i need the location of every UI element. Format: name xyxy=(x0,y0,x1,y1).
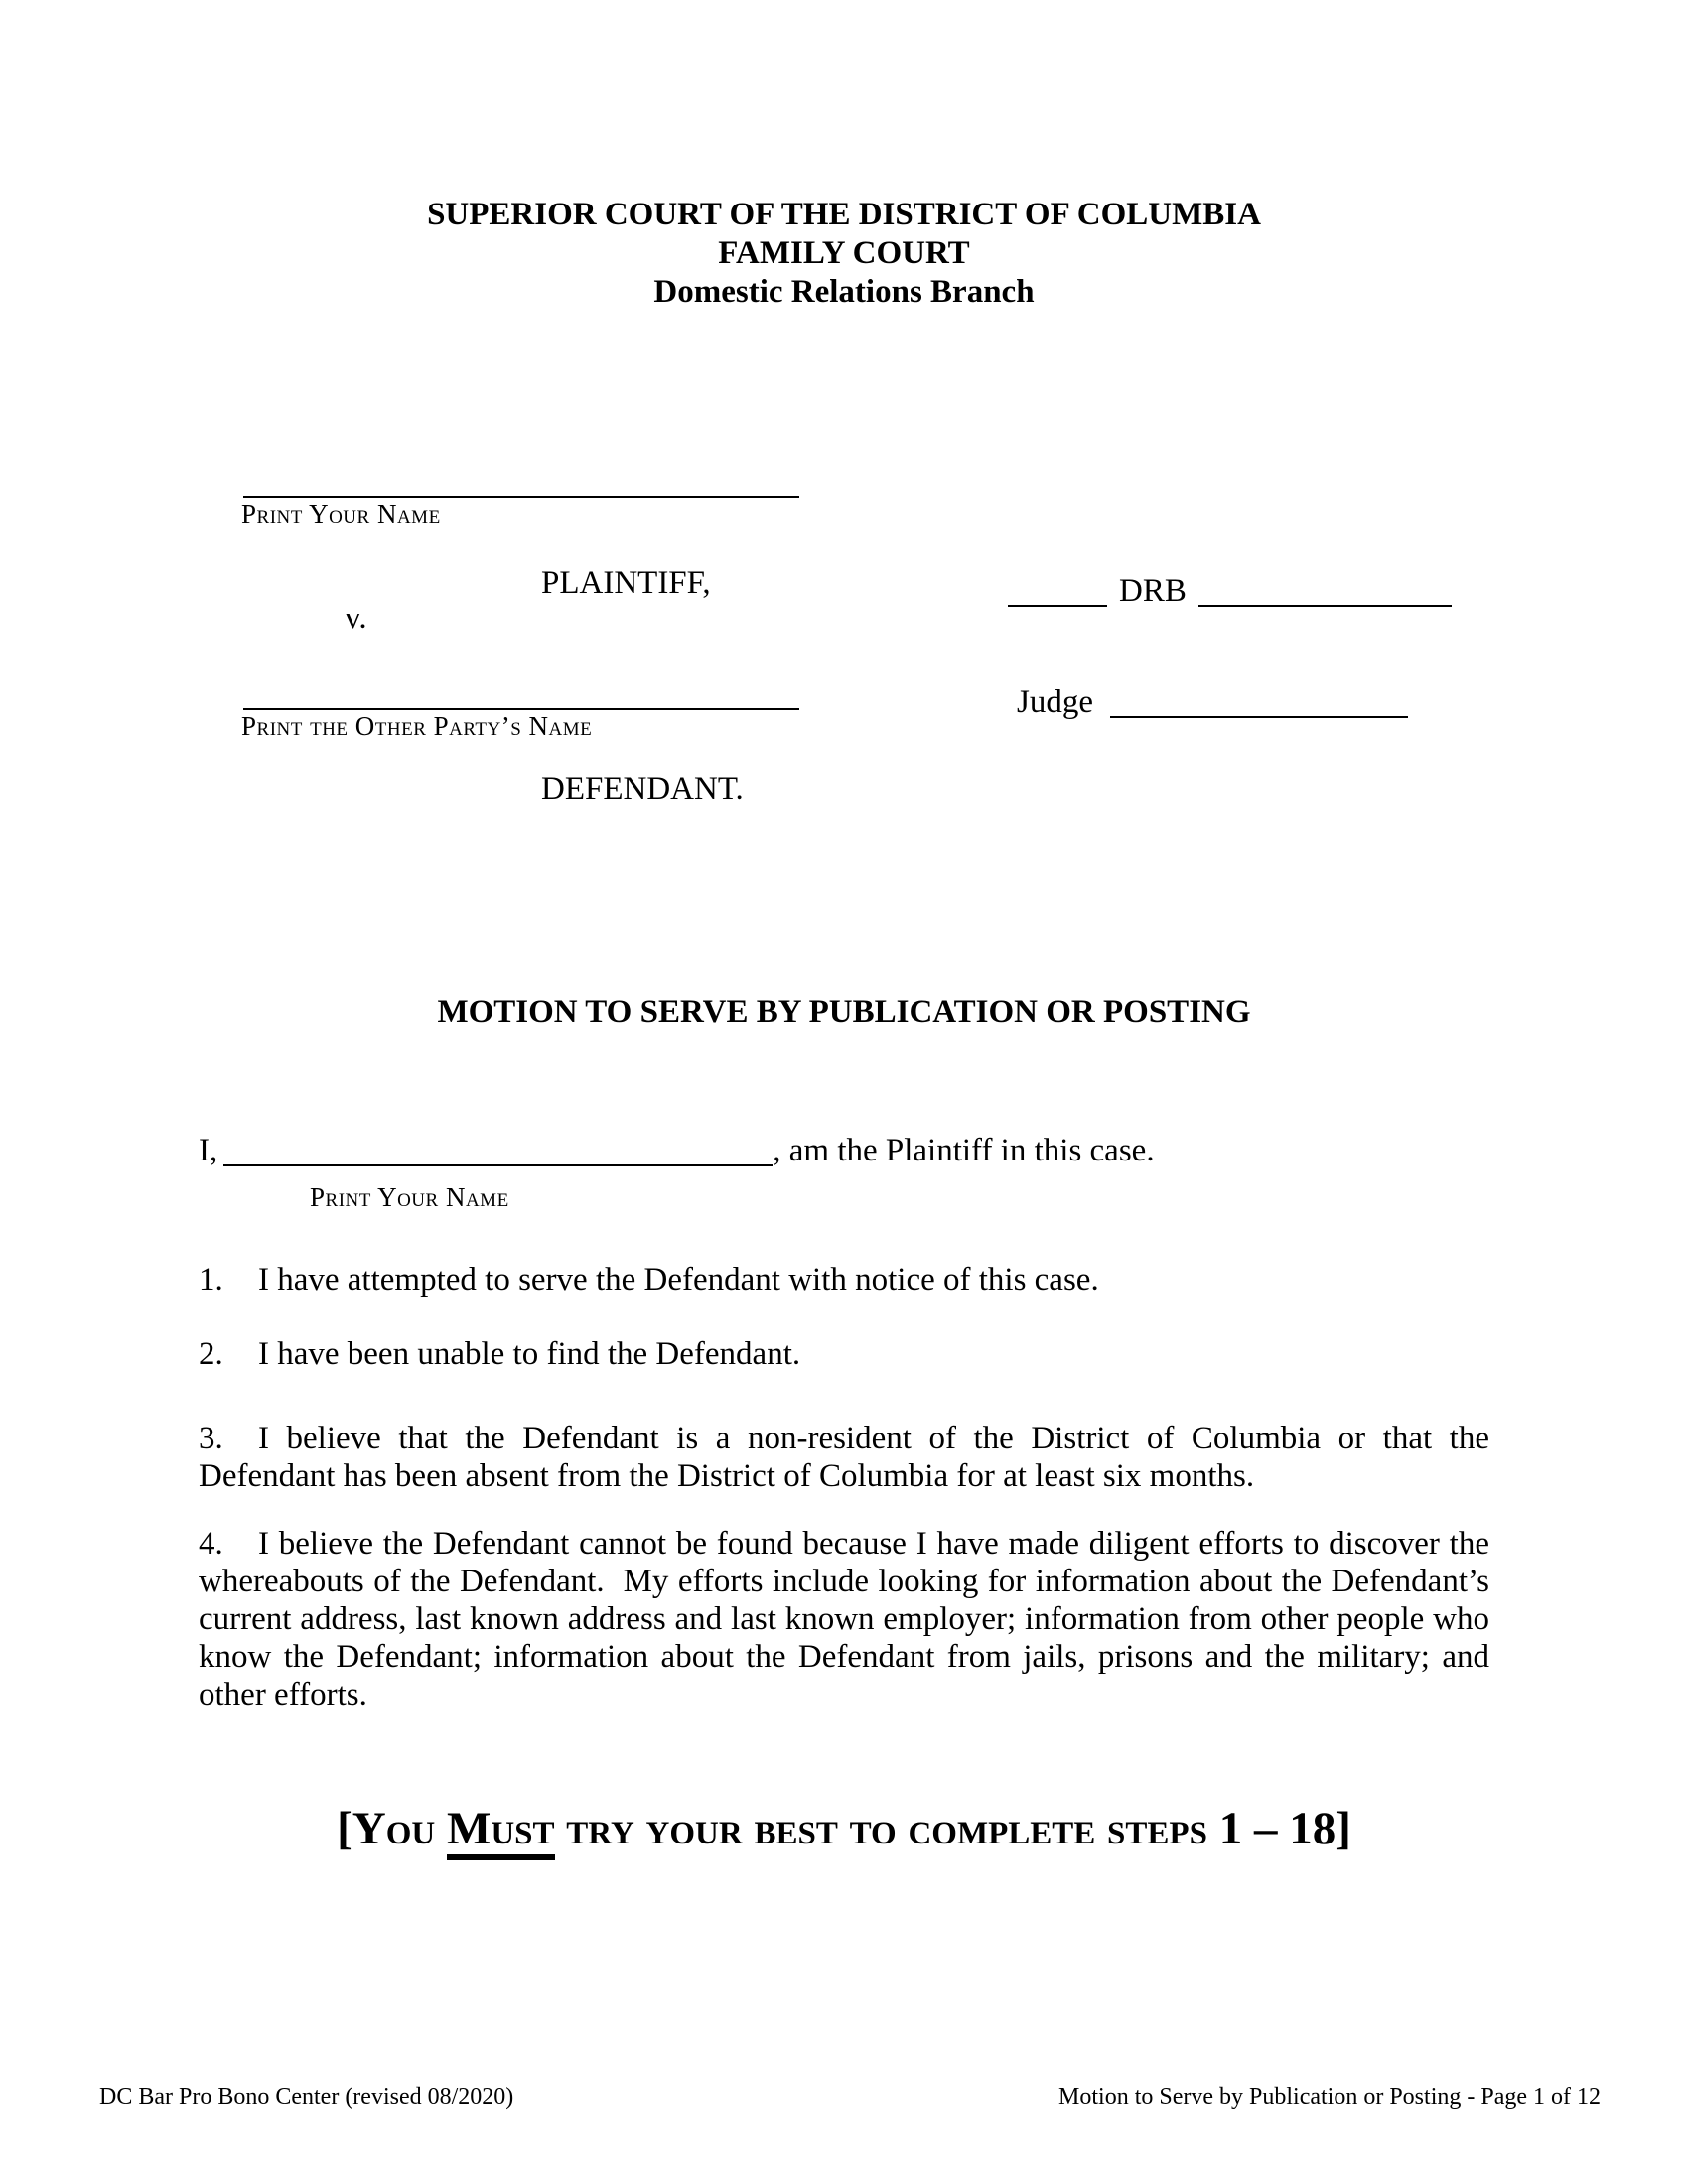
court-name: SUPERIOR COURT OF THE DISTRICT OF COLUMBIA xyxy=(427,197,1261,232)
case-number-row xyxy=(1008,572,1452,610)
statement-1-number: 1. xyxy=(199,1262,223,1297)
statement-2-number: 2. xyxy=(199,1336,223,1372)
intro-prefix: I, xyxy=(199,1133,218,1168)
statement-4-text: I believe the Defendant cannot be found because I have made diligent efforts to discover the whereabouts of the Defendant. My efforts include looking for information about the Defendant’s current address, last known address and last known employer; information from other people who know the Defendant; information about the Defendant from jails, prisons and the military; and other efforts. xyxy=(199,1526,1489,1712)
footer-right: Motion to Serve by Publication or Posting - Page 1 of 12 xyxy=(1058,2084,1601,2110)
footer-left: DC Bar Pro Bono Center (revised 08/2020) xyxy=(99,2084,514,2110)
statement-1 xyxy=(199,1261,1489,1298)
judge-label: Judge xyxy=(1017,684,1093,720)
notice-must: Must xyxy=(447,1803,555,1860)
notice-line xyxy=(0,1799,1688,1858)
versus-label: v. xyxy=(345,601,367,636)
intro-line xyxy=(199,1132,1155,1169)
defendant-role-label: DEFENDANT. xyxy=(541,771,744,807)
intro-name-label: Print Your Name xyxy=(310,1182,509,1212)
statement-3-text: I believe that the Defendant is a non-resident of the District of Columbia or that the Defendant has been absent from the District of Columbia for at least six months. xyxy=(199,1421,1489,1494)
case-number-prefix-blank[interactable] xyxy=(1008,572,1107,607)
statement-3-number: 3. xyxy=(199,1421,223,1456)
defendant-name-label: Print the Other Party’s Name xyxy=(241,711,593,741)
judge-name-blank[interactable] xyxy=(1110,683,1408,718)
notice-rest: try your best to complete steps xyxy=(554,1803,1219,1854)
notice-step-range: 1 – 18] xyxy=(1218,1803,1351,1854)
statement-3 xyxy=(199,1420,1489,1495)
judge-row xyxy=(1017,683,1408,721)
statement-2 xyxy=(199,1335,1489,1373)
court-header xyxy=(0,196,1688,312)
statement-4-number: 4. xyxy=(199,1526,223,1562)
motion-title: MOTION TO SERVE BY PUBLICATION OR POSTING xyxy=(437,994,1251,1029)
notice-lead: [You xyxy=(337,1803,447,1854)
plaintiff-name-field[interactable] xyxy=(223,1132,773,1166)
court-branch: Domestic Relations Branch xyxy=(653,274,1035,310)
case-number-drb-label: DRB xyxy=(1119,573,1187,609)
court-division: FAMILY COURT xyxy=(718,235,970,271)
statement-2-text: I have been unable to find the Defendant. xyxy=(258,1336,801,1372)
plaintiff-role-label: PLAINTIFF, xyxy=(541,565,711,601)
case-number-blank[interactable] xyxy=(1198,572,1452,607)
statement-4 xyxy=(199,1525,1489,1713)
intro-suffix: , am the Plaintiff in this case. xyxy=(773,1133,1155,1168)
statement-1-text: I have attempted to serve the Defendant with notice of this case. xyxy=(258,1262,1099,1297)
plaintiff-name-label: Print Your Name xyxy=(241,499,441,529)
